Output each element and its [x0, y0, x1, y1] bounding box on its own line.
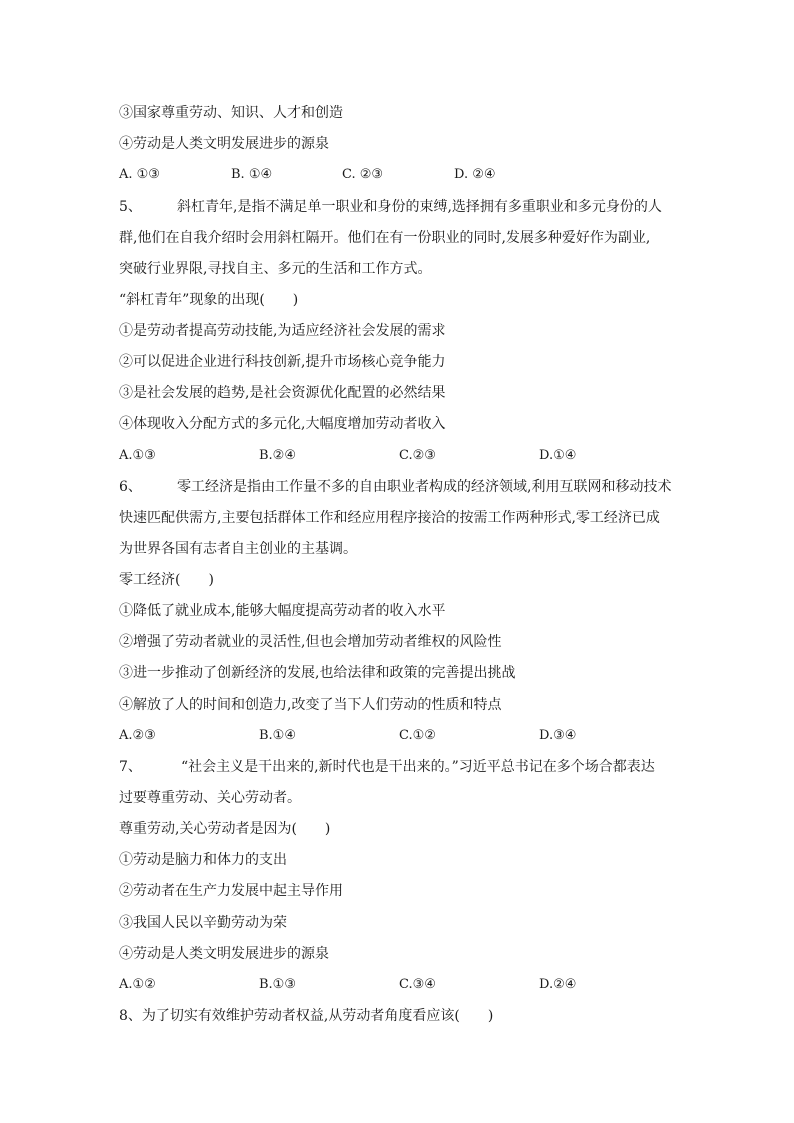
q5-option-c: C.②③ [399, 448, 436, 463]
q6-stem-line-2: 快速匹配供需方,主要包括群体工作和经应用程序接洽的按需工作两种形式,零工经济已成 [119, 510, 660, 526]
q7-stem-line-1: “社会主义是干出来的,新时代也是干出来的。”习近平总书记在多个场合都表达 [181, 759, 655, 775]
q4-item-4: ④劳动是人类文明发展进步的源泉 [119, 136, 329, 152]
q5-item-1: ①是劳动者提高劳动技能,为适应经济社会发展的需求 [119, 323, 446, 339]
q7-options [119, 976, 739, 994]
q6-number: 6、 [119, 479, 142, 495]
q4-option-b: B. ①④ [231, 167, 273, 182]
q5-stem-line-3: 突破行业界限,寻找自主、多元的生活和工作方式。 [119, 261, 432, 277]
q5-item-3: ③是社会发展的趋势,是社会资源优化配置的必然结果 [119, 385, 446, 401]
q7-number: 7、 [119, 759, 142, 775]
q4-item-3: ③国家尊重劳动、知识、人才和创造 [119, 105, 343, 121]
q5-options [119, 447, 739, 465]
q5-stem-line-1: 斜杠青年,是指不满足单一职业和身份的束缚,选择拥有多重职业和多元身份的人 [177, 199, 662, 215]
q6-option-a: A.②③ [119, 728, 156, 743]
q5-option-d: D.①④ [539, 448, 577, 463]
q7-option-a: A.①② [119, 977, 156, 992]
q5-option-a: A.①③ [119, 448, 156, 463]
q5-number: 5、 [119, 199, 142, 215]
q5-stem-line-2: 群,他们在自我介绍时会用斜杠隔开。他们在有一份职业的同时,发展多种爱好作为副业, [119, 230, 651, 246]
q7-option-b: B.①③ [259, 977, 296, 992]
q7-question: 尊重劳动,关心劳动者是因为( ) [119, 821, 331, 837]
q7-item-3: ③我国人民以辛勤劳动为荣 [119, 915, 287, 931]
q6-stem-line-1: 零工经济是指由工作量不多的自由职业者构成的经济领域,利用互联网和移动技术 [177, 479, 672, 495]
q6-option-c: C.①② [399, 728, 436, 743]
q6-option-d: D.③④ [539, 728, 577, 743]
q6-item-2: ②增强了劳动者就业的灵活性,但也会增加劳动者维权的风险性 [119, 634, 502, 650]
q6-option-b: B.①④ [259, 728, 296, 743]
q4-options [119, 166, 739, 184]
q7-item-2: ②劳动者在生产力发展中起主导作用 [119, 883, 343, 899]
q6-item-4: ④解放了人的时间和创造力,改变了当下人们劳动的性质和特点 [119, 697, 502, 713]
q7-option-c: C.③④ [399, 977, 436, 992]
q8-question: 8、为了切实有效维护劳动者权益,从劳动者角度看应该( ) [119, 1008, 494, 1024]
q5-item-2: ②可以促进企业进行科技创新,提升市场核心竞争能力 [119, 354, 446, 370]
q6-question: 零工经济( ) [119, 572, 214, 588]
q7-item-4: ④劳动是人类文明发展进步的源泉 [119, 946, 329, 962]
q6-item-1: ①降低了就业成本,能够大幅度提高劳动者的收入水平 [119, 603, 446, 619]
q5-question: “斜杠青年”现象的出现( ) [119, 292, 299, 308]
q7-stem-line-2: 过要尊重劳动、关心劳动者。 [119, 790, 301, 806]
q4-option-d: D. ②④ [454, 167, 496, 182]
q6-options [119, 727, 739, 745]
q6-item-3: ③进一步推动了创新经济的发展,也给法律和政策的完善提出挑战 [119, 665, 516, 681]
q5-option-b: B.②④ [259, 448, 296, 463]
q4-option-c: C. ②③ [342, 167, 384, 182]
q7-item-1: ①劳动是脑力和体力的支出 [119, 852, 287, 868]
q7-option-d: D.②④ [539, 977, 577, 992]
q5-item-4: ④体现收入分配方式的多元化,大幅度增加劳动者收入 [119, 416, 446, 432]
q6-stem-line-3: 为世界各国有志者自主创业的主基调。 [119, 541, 357, 557]
q4-option-a: A. ①③ [119, 167, 160, 182]
